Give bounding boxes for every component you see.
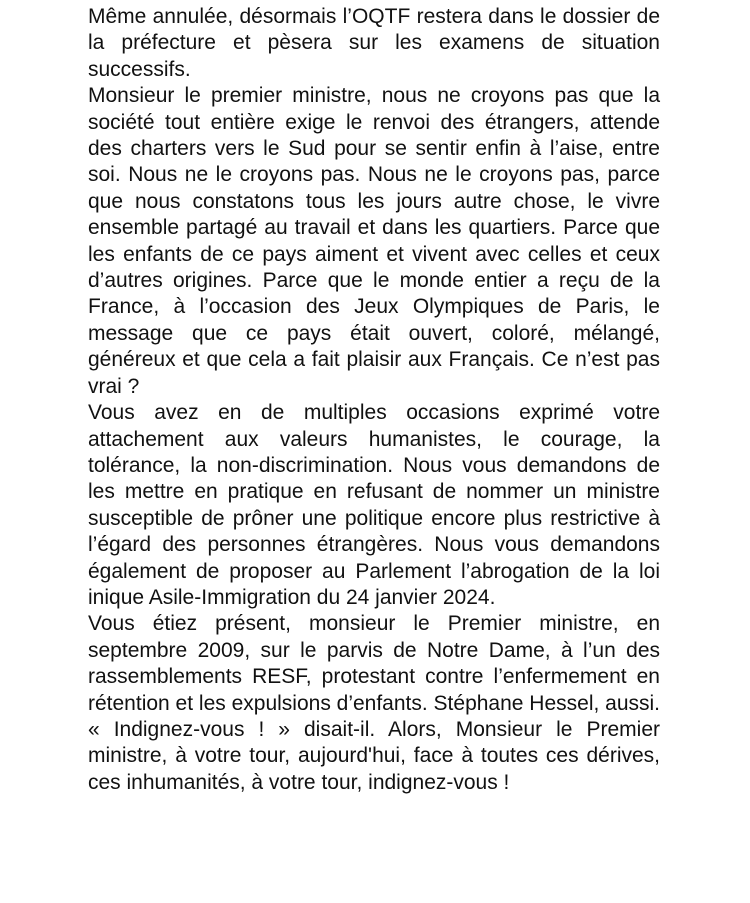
paragraph-oqtf: Même annulée, désormais l’OQTF restera dans le dossier de la préfecture et pèsera sur les examens de situation successifs. (88, 5, 660, 81)
paragraph-indignez-vous: Vous étiez présent, monsieur le Premier ministre, en septembre 2009, sur le parvis de Notre Dame, à l’un des rassemblements RESF, protestant contre l’enfermement en rétention et les expulsions d’enfants. Stéphane Hessel, aussi. « Indignez-vous ! » disait-il. Alors, Monsieur le Premier ministre, à votre tour, aujourd'hui, face à toutes ces dérives, ces inhumanités, à votre tour, indignez-vous ! (88, 612, 661, 794)
paragraph-valeurs-humanistes: Vous avez en de multiples occasions exprimé votre attachement aux valeurs humanistes, le courage, la tolérance, la non-discrimination. Nous vous demandons de les mettre en pratique en refusant de nommer un ministre susceptible de prôner une politique encore plus restrictive à l’égard des personnes étrangères. Nous vous demandons également de proposer au Parlement l’abrogation de la loi inique Asile-Immigration du 24 janvier 2024. (88, 401, 660, 609)
paragraph-premier-ministre: Monsieur le premier ministre, nous ne croyons pas que la société tout entière exige le renvoi des étrangers, attende des charters vers le Sud pour se sentir enfin à l’aise, entre soi. Nous ne le croyons pas. Nous ne le croyons pas, parce que nous constatons tous les jours autre chose, le vivre ensemble partagé au travail et dans les quartiers. Parce que les enfants de ce pays aiment et vivent avec celles et ceux d’autres origines. Parce que le monde entier a reçu de la France, à l’occasion des Jeux Olympiques de Paris, le message que ce pays était ouvert, coloré, mélangé, généreux et que cela a fait plaisir aux Français. Ce n’est pas vrai ? (88, 84, 660, 398)
document-body (88, 4, 660, 796)
